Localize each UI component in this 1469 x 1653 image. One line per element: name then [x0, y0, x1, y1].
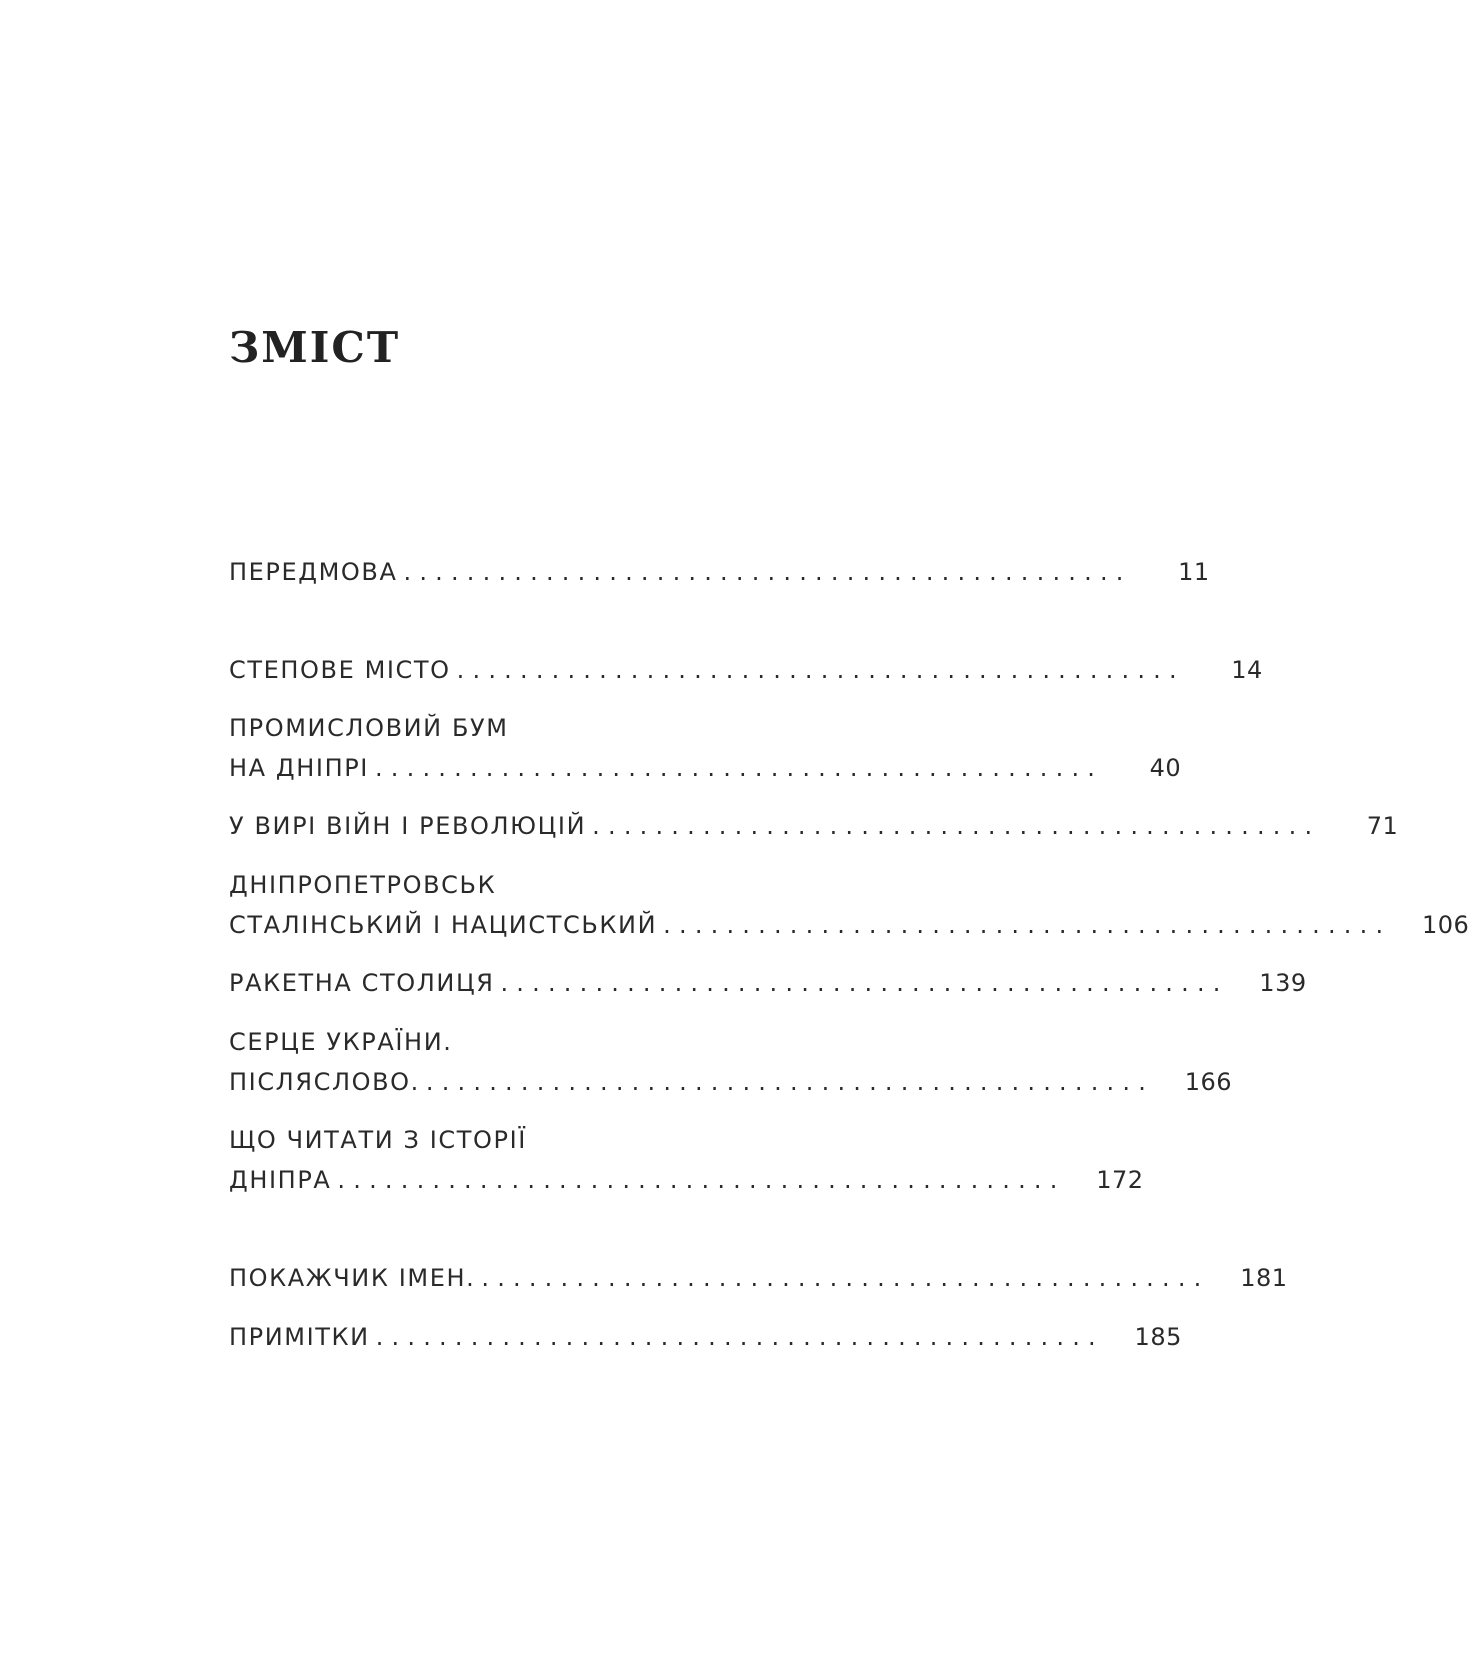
toc-page-number: 106: [1421, 911, 1469, 939]
toc-entry-title: У ВИРІ ВІЙН І РЕВОЛЮЦІЙ: [229, 812, 587, 840]
dot-leader: ..............................................: [592, 812, 1321, 840]
dot-leader: ..............................................: [337, 1166, 1066, 1194]
toc-entry-title: ПРИМІТКИ: [229, 1323, 370, 1351]
dot-leader: ..............................................: [456, 656, 1185, 684]
toc-page-number: 71: [1366, 812, 1399, 840]
page-title: ЗМІСТ: [229, 323, 401, 372]
toc-entry-further-reading-line-1: [229, 1120, 811, 1160]
toc-entry-title-continued: ДНІПРА: [229, 1166, 332, 1194]
toc-page-number: 139: [1259, 969, 1307, 997]
dot-leader: ..............................................: [500, 969, 1229, 997]
toc-entry-title: ЩО ЧИТАТИ З ІСТОРІЇ: [229, 1126, 527, 1154]
toc-entry-notes: [229, 1317, 1182, 1357]
toc-entry-title: ПРОМИСЛОВИЙ БУМ: [229, 714, 509, 742]
toc-entry-title-continued: СТАЛІНСЬКИЙ І НАЦИСТСЬКИЙ: [229, 911, 658, 939]
toc-entry-steppe-city: [229, 650, 1263, 690]
toc-page-number: 11: [1178, 558, 1210, 586]
toc-entry-title-continued: НА ДНІПРІ: [229, 754, 369, 782]
dot-leader: ..............................................: [663, 911, 1392, 939]
toc-entry-title: ПЕРЕДМОВА: [229, 558, 398, 586]
toc-page-number: 166: [1184, 1068, 1233, 1096]
toc-entry-wars-revolutions: [229, 806, 1399, 846]
toc-entry-title: СЕРЦЕ УКРАЇНИ.: [229, 1028, 453, 1056]
toc-entry-rocket-capital: [229, 963, 1307, 1003]
toc-entry-preface: [229, 552, 1210, 592]
toc-entry-heart-of-ukraine-line-1: [229, 1022, 811, 1062]
dot-leader: ..............................................: [481, 1264, 1210, 1292]
dot-leader: ..............................................: [375, 1323, 1104, 1351]
toc-page-number: 185: [1134, 1323, 1182, 1351]
dot-leader: ..............................................: [403, 558, 1132, 586]
toc-entry-dnipropetrovsk-line-1: [229, 865, 811, 905]
toc-entry-dnipropetrovsk-line-2: [229, 905, 1469, 945]
dot-leader: ..............................................: [374, 754, 1104, 782]
toc-entry-name-index: [229, 1258, 1288, 1298]
toc-entry-heart-of-ukraine-line-2: [229, 1062, 1233, 1102]
toc-entry-title: ПОКАЖЧИК ІМЕН.: [229, 1264, 476, 1292]
toc-entry-title: РАКЕТНА СТОЛИЦЯ: [229, 969, 495, 997]
toc-entry-further-reading-line-2: [229, 1160, 1144, 1200]
toc-page-number: 40: [1149, 754, 1182, 782]
toc-page-number: 172: [1096, 1166, 1144, 1194]
toc-entry-industrial-boom-line-1: [229, 708, 811, 748]
toc-page-number: 14: [1231, 656, 1263, 684]
toc-page-number: 181: [1240, 1264, 1288, 1292]
toc-entry-title: ДНІПРОПЕТРОВСЬК: [229, 871, 497, 899]
toc-entry-title-continued: ПІСЛЯСЛОВО.: [229, 1068, 420, 1096]
dot-leader: ..............................................: [425, 1068, 1155, 1096]
toc-entry-title: СТЕПОВЕ МІСТО: [229, 656, 451, 684]
toc-entry-industrial-boom-line-2: [229, 748, 1182, 788]
